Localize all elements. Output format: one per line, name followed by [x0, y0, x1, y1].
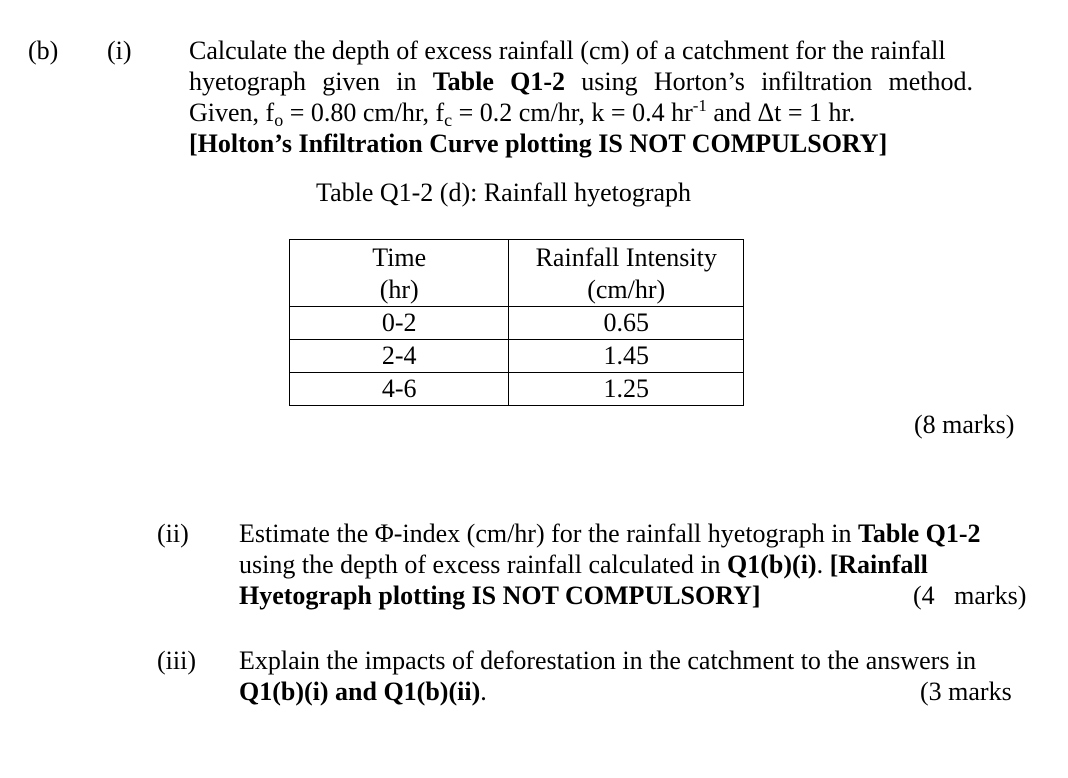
header-rain-line-1: Rainfall Intensity [535, 243, 717, 272]
header-rain-line-2: (cm/hr) [587, 275, 666, 304]
question-ii-line-2-mid: . [816, 550, 830, 579]
question-i-given-line [189, 97, 855, 129]
fo-subscript: o [274, 110, 284, 130]
header-time-line-2: (hr) [379, 275, 419, 304]
given-k-value: = 0.2 cm/hr, k = 0.4 hr [452, 98, 693, 127]
question-i-line-1: Calculate the depth of excess rainfall (cm) of a catchment for the rainfall [189, 36, 946, 65]
cell-intensity: 0.65 [509, 307, 744, 340]
given-fo-label: Given, f [189, 98, 275, 127]
table-row [290, 340, 744, 373]
cell-time: 0-2 [290, 307, 509, 340]
table-row [290, 307, 744, 340]
subpart-iii-label: (iii) [157, 646, 196, 675]
question-iii-line-1: Explain the impacts of deforestation in the catchment to the answers in [239, 646, 977, 675]
table-reference: Table Q1-2 [432, 67, 565, 96]
header-rainfall-intensity [509, 240, 744, 307]
question-ii-line-1 [239, 518, 981, 550]
subpart-ii-label: (ii) [157, 519, 189, 548]
question-iii-period: . [480, 677, 487, 706]
table-row [290, 373, 744, 406]
question-ii-line-1-text: Estimate the Φ-index (cm/hr) for the rainfall hyetograph in [239, 519, 858, 548]
question-ii-note-start: [Rainfall [829, 550, 928, 579]
given-fc-label: = 0.80 cm/hr, f [283, 98, 445, 127]
cell-time: 2-4 [290, 340, 509, 373]
question-ii-line-2 [239, 549, 928, 581]
question-iii-references: Q1(b)(i) and Q1(b)(ii) [239, 677, 481, 706]
part-label: (b) [28, 36, 59, 65]
question-i-line-2 [189, 66, 973, 98]
question-i-line-2-end: using Horton’s infiltration method. [565, 67, 974, 96]
rainfall-hyetograph-table [289, 239, 744, 406]
question-ii-line-2-text: using the depth of excess rainfall calculated in [239, 550, 728, 579]
table-reference-ii: Table Q1-2 [857, 519, 981, 548]
marks-iii: (3 marks [920, 677, 1012, 706]
cell-intensity: 1.25 [509, 373, 744, 406]
marks-i: (8 marks) [914, 410, 1015, 439]
question-i-note: [Holton’s Infiltration Curve plotting IS NOT COMPULSORY] [189, 129, 888, 158]
header-time-line-1: Time [372, 243, 427, 272]
header-time [290, 240, 509, 307]
cell-intensity: 1.45 [509, 340, 744, 373]
table-header-row [290, 240, 744, 307]
question-reference: Q1(b)(i) [727, 550, 817, 579]
fc-subscript: c [444, 110, 453, 130]
cell-time: 4-6 [290, 373, 509, 406]
marks-ii: (4 marks) [913, 581, 1027, 610]
question-i-line-2-text: hyetograph given in [189, 67, 433, 96]
table-caption: Table Q1-2 (d): Rainfall hyetograph [316, 178, 692, 207]
question-ii-note: Hyetograph plotting IS NOT COMPULSORY] [239, 581, 761, 610]
subpart-i-label: (i) [107, 36, 132, 65]
k-superscript: -1 [692, 96, 707, 115]
question-iii-line-2 [239, 676, 487, 708]
given-dt-value: and Δt = 1 hr. [706, 98, 856, 127]
